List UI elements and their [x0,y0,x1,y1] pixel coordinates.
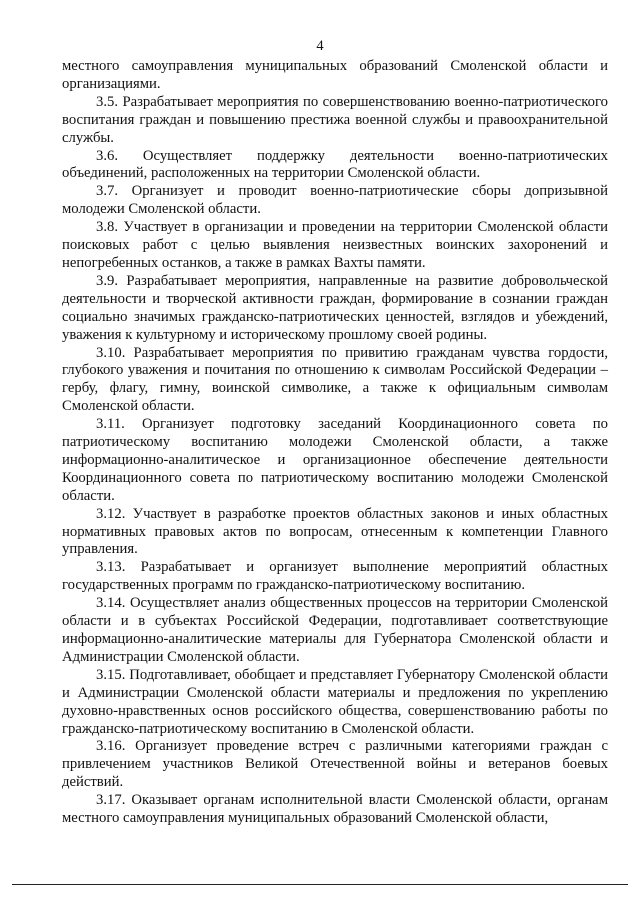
paragraph-continuation: местного самоуправления муниципальных образований Смоленской области и организациями. [62,58,608,92]
paragraph-3-17: 3.17. Оказывает органам исполнительной власти Смоленской области, органам местного самоуправления муниципальных образований Смоленской области, [62,792,608,827]
paragraph-3-12: 3.12. Участвует в разработке проектов областных законов и иных областных нормативных правовых актов по вопросам, отнесенным к компетенции Главного управления. [62,505,608,558]
paragraph-3-15: 3.15. Подготавливает, обобщает и представляет Губернатору Смоленской области и Администрации Смоленской области материалы и предложения по укреплению духовно-нравственных основ российского общества, совершенствованию работы по гражданско-патриотическому воспитанию в Смоленской области. [62,666,608,737]
paragraph-3-13: 3.13. Разрабатывает и организует выполнение мероприятий областных государственных программ по гражданско-патриотическому воспитанию. [62,559,608,594]
page-number: 4 [316,38,324,54]
footer-divider [12,884,628,885]
paragraph-3-8: 3.8. Участвует в организации и проведении на территории Смоленской области поисковых работ с целью выявления неизвестных воинских захоронений и непогребенных останков, а также в рамках Вахты памяти. [62,219,608,271]
paragraph-3-9: 3.9. Разрабатывает мероприятия, направленные на развитие добровольческой деятельности и творческой активности граждан, формирование в сознании граждан социально значимых гражданско-патриотических ценностей, взглядов и убеждений, уважения к культурному и историческому прошлому своей родины. [62,272,608,343]
paragraph-3-7: 3.7. Организует и проводит военно-патриотические сборы допризывной молодежи Смоленской области. [62,183,608,218]
paragraph-3-5: 3.5. Разрабатывает мероприятия по совершенствованию военно-патриотического воспитания граждан и повышению престижа военной службы и правоохранительной службы. [62,93,608,146]
paragraph-3-14: 3.14. Осуществляет анализ общественных процессов на территории Смоленской области и в субъектах Российской Федерации, подготавливает соответствующие информационно-аналитические материалы для Губернатора Смоленской области и Администрации Смоленской области. [62,595,608,665]
document-body [62,58,608,828]
paragraph-3-11: 3.11. Организует подготовку заседаний Координационного совета по патриотическому воспитанию молодежи Смоленской области, а также информационно-аналитическое и организационное обеспечение деятельности Координационного совета по патриотическому воспитанию молодежи Смоленской области. [62,416,608,504]
paragraph-3-6: 3.6. Осуществляет поддержку деятельности военно-патриотических объединений, расположенных на территории Смоленской области. [62,147,608,182]
paragraph-3-16: 3.16. Организует проведение встреч с различными категориями граждан с привлечением участников Великой Отечественной войны и ветеранов боевых действий. [62,738,608,791]
paragraph-3-10: 3.10. Разрабатывает мероприятия по привитию гражданам чувства гордости, глубокого уважения и почитания по отношению к символам Российской Федерации – гербу, флагу, гимну, воинской символике, а также к официальным символам Смоленской области. [62,344,608,415]
